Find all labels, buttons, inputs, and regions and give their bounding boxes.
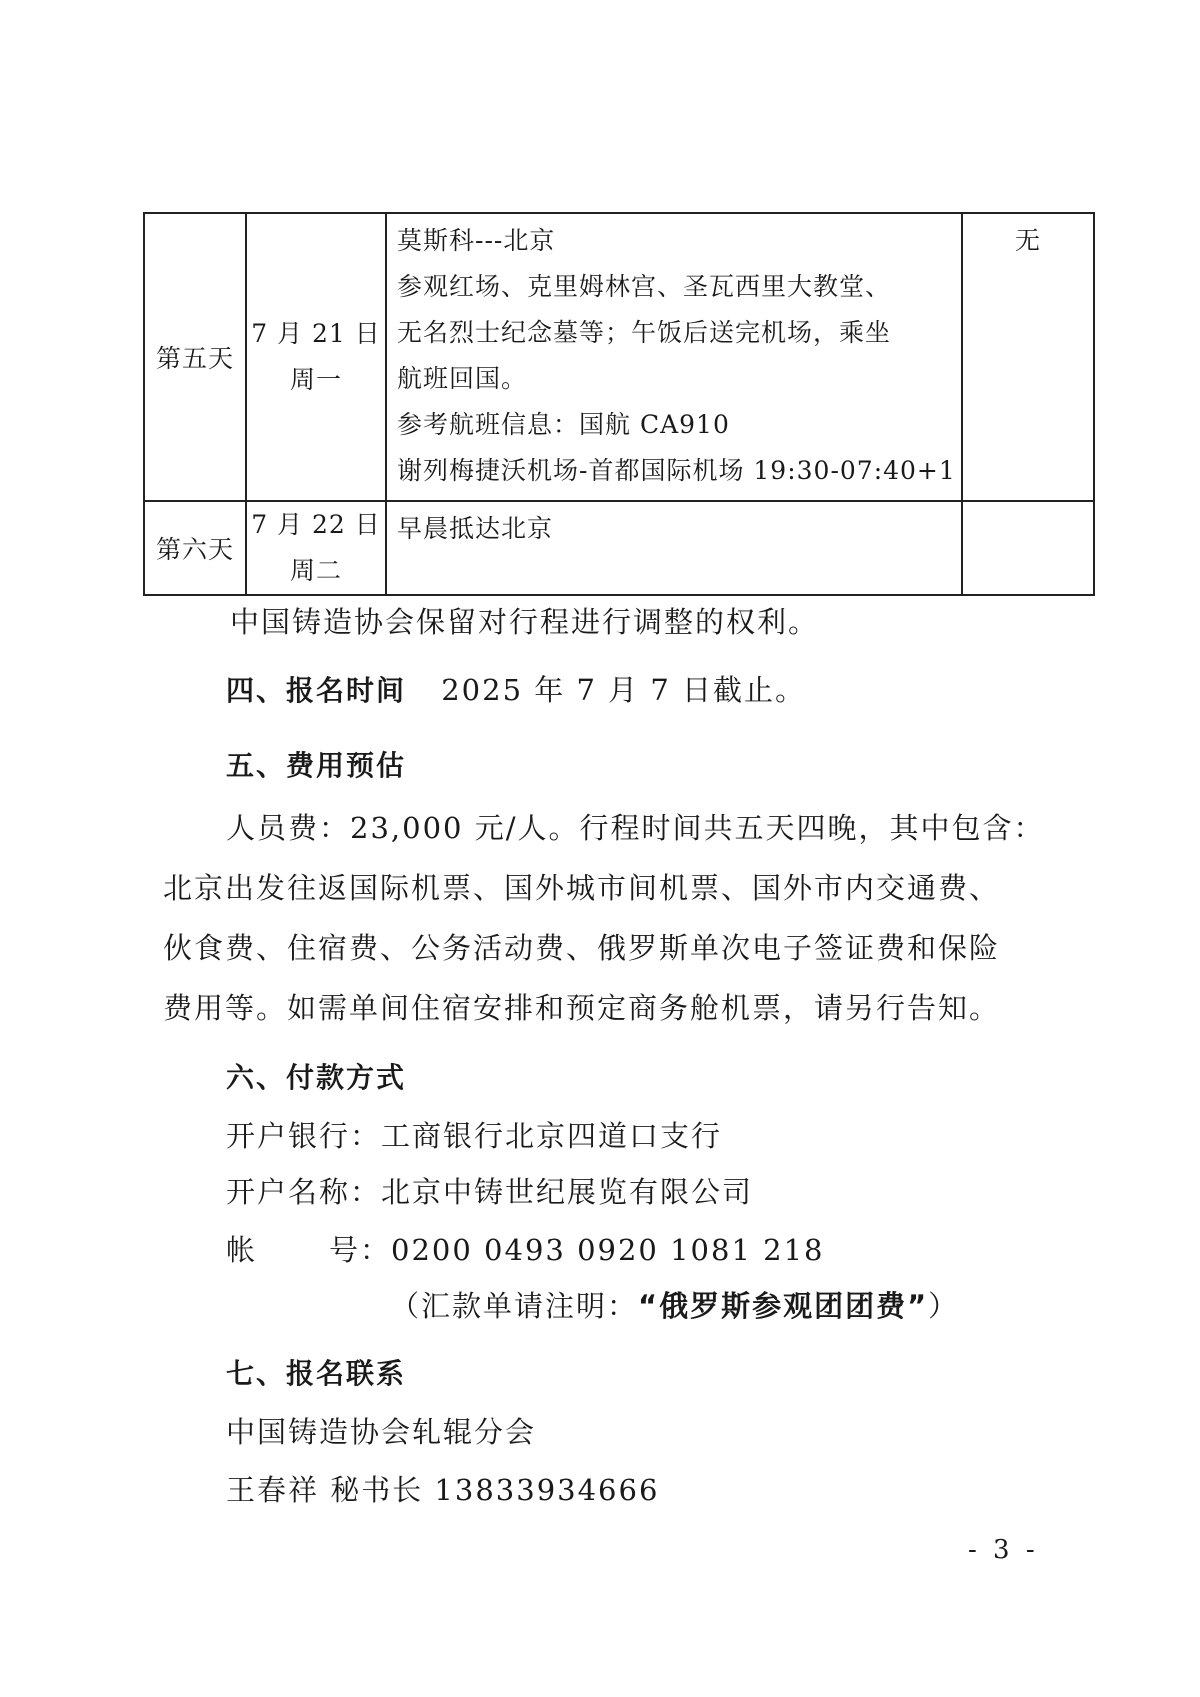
schedule-cell — [386, 501, 962, 595]
schedule-line: 莫斯科---北京 — [397, 226, 556, 255]
adjustment-note: 中国铸造协会保留对行程进行调整的权利。 — [230, 605, 820, 639]
section-heading: 四、报名时间 — [226, 674, 407, 707]
account-label: 帐 — [226, 1233, 258, 1267]
deadline-text: 2025 年 7 月 7 日截止。 — [441, 673, 807, 707]
day-cell: 第六天 — [144, 501, 246, 595]
schedule-line: 早晨抵达北京 — [397, 514, 554, 543]
schedule-line: 谢列梅捷沃机场-首都国际机场 19:30-07:40+1 — [397, 456, 956, 485]
schedule-line: 参观红场、克里姆林宫、圣瓦西里大教堂、 — [397, 272, 892, 301]
table-row — [144, 501, 1094, 595]
date-text: 7 月 21 日 — [251, 319, 381, 348]
remittance-note — [390, 1284, 959, 1325]
contact-org: 中国铸造协会轧辊分会 — [226, 1415, 537, 1449]
table-row — [144, 213, 1094, 501]
weekday-text: 周二 — [289, 556, 342, 585]
account-number-line — [226, 1228, 824, 1269]
day-cell: 第五天 — [144, 213, 246, 501]
account-number: 0200 0493 0920 1081 218 — [391, 1233, 825, 1267]
itinerary-table — [143, 212, 1095, 596]
fee-line: 伙食费、住宿费、公务活动费、俄罗斯单次电子签证费和保险 — [163, 931, 1001, 965]
fee-line: 人员费：23,000 元/人。行程时间共五天四晚，其中包含： — [226, 811, 1045, 845]
remittance-prefix: （汇款单请注明： — [390, 1289, 639, 1323]
meal-cell: 无 — [962, 213, 1094, 501]
remittance-suffix: ） — [928, 1289, 960, 1323]
contact-person: 王春祥 秘书长 13833934666 — [226, 1473, 660, 1507]
remittance-memo: “俄罗斯参观团团费” — [638, 1289, 929, 1323]
schedule-cell — [386, 213, 962, 501]
section-heading: 七、报名联系 — [226, 1357, 407, 1390]
account-name: 开户名称：北京中铸世纪展览有限公司 — [226, 1175, 754, 1209]
date-cell — [246, 501, 386, 595]
schedule-line: 参考航班信息：国航 CA910 — [397, 410, 730, 439]
meal-cell — [962, 501, 1094, 595]
date-cell — [246, 213, 386, 501]
bank-name: 开户银行：工商银行北京四道口支行 — [226, 1119, 723, 1153]
schedule-line: 无名烈士纪念墓等；午饭后送完机场，乘坐 — [397, 318, 892, 347]
account-label: 号： — [329, 1233, 392, 1267]
section-heading: 五、费用预估 — [226, 749, 407, 782]
section-heading: 六、付款方式 — [226, 1061, 407, 1094]
section-registration-time — [226, 668, 806, 709]
fee-line: 北京出发往返国际机票、国外城市间机票、国外市内交通费、 — [163, 871, 1001, 905]
date-text: 7 月 22 日 — [251, 510, 381, 539]
weekday-text: 周一 — [289, 365, 342, 394]
schedule-line: 航班回国。 — [397, 364, 528, 393]
fee-line: 费用等。如需单间住宿安排和预定商务舱机票，请另行告知。 — [163, 991, 1001, 1025]
page-number: - 3 - — [968, 1535, 1039, 1565]
